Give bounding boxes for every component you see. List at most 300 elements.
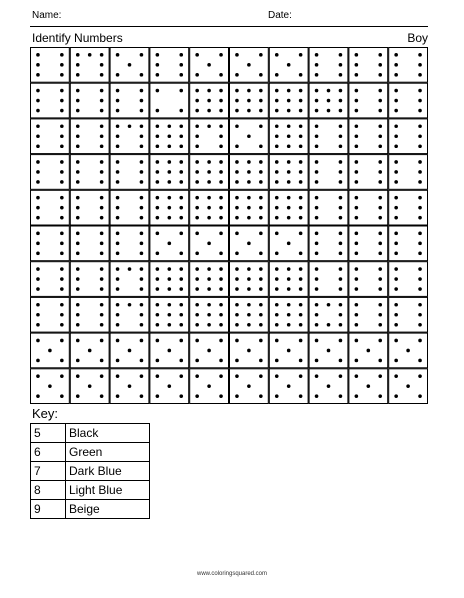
dot [315, 124, 319, 128]
dot [235, 170, 239, 174]
dot [418, 313, 422, 317]
dot [394, 252, 398, 256]
dot [418, 216, 422, 220]
dot [378, 242, 382, 246]
dot [48, 384, 52, 388]
dot [299, 252, 303, 256]
dot [259, 323, 263, 327]
dot [207, 196, 211, 200]
key-number: 8 [31, 481, 66, 500]
dot [275, 134, 279, 138]
grid-cell [349, 190, 388, 225]
dot [156, 287, 160, 291]
grid-cell [70, 155, 109, 190]
dot [355, 232, 359, 236]
dot [100, 134, 104, 138]
dot [315, 359, 319, 363]
dot [275, 252, 279, 256]
grid-cell [110, 119, 149, 154]
grid-cell [269, 226, 308, 261]
dot [247, 242, 251, 246]
dot [315, 99, 319, 103]
dot [140, 124, 144, 128]
dot [275, 180, 279, 184]
dot [394, 242, 398, 246]
dot [418, 267, 422, 271]
dot [168, 180, 172, 184]
dot [247, 267, 251, 271]
dot [76, 374, 80, 378]
dot [339, 63, 343, 67]
dot [179, 124, 183, 128]
dot [195, 89, 199, 93]
dot [299, 180, 303, 184]
dot [156, 216, 160, 220]
grid-cell [190, 155, 229, 190]
grid-cell [269, 48, 308, 83]
dot [418, 89, 422, 93]
dot [60, 394, 64, 398]
dot [116, 160, 120, 164]
dot [60, 99, 64, 103]
dot [355, 63, 359, 67]
dot [339, 252, 343, 256]
grid-cell [309, 297, 348, 332]
grid-cell [190, 190, 229, 225]
dot [76, 232, 80, 236]
grid-cell [190, 83, 229, 118]
dot [100, 313, 104, 317]
dot [168, 277, 172, 281]
dot [116, 124, 120, 128]
dot [36, 170, 40, 174]
grid-cell [389, 83, 428, 118]
dot [418, 394, 422, 398]
dot [299, 267, 303, 271]
dot [299, 216, 303, 220]
grid-cell [190, 48, 229, 83]
dot [128, 303, 132, 307]
dot [355, 53, 359, 57]
dot [36, 160, 40, 164]
dot [378, 206, 382, 210]
dot [339, 267, 343, 271]
dot [100, 124, 104, 128]
dot [179, 394, 183, 398]
dot [219, 134, 223, 138]
dot [100, 63, 104, 67]
dot [36, 242, 40, 246]
grid-cell [230, 226, 269, 261]
dot [140, 180, 144, 184]
dot [100, 89, 104, 93]
dot [195, 232, 199, 236]
dot [100, 252, 104, 256]
dot [140, 339, 144, 343]
dot [60, 109, 64, 113]
dot [235, 160, 239, 164]
dot [195, 313, 199, 317]
dot [76, 89, 80, 93]
dot [235, 89, 239, 93]
dot [168, 206, 172, 210]
dot [219, 180, 223, 184]
dot [219, 89, 223, 93]
dot [116, 287, 120, 291]
dot [235, 374, 239, 378]
dot [394, 339, 398, 343]
grid-cell [349, 262, 388, 297]
dot [378, 323, 382, 327]
dot [247, 349, 251, 353]
dot [179, 109, 183, 113]
dot [235, 180, 239, 184]
dot [315, 242, 319, 246]
key-number: 6 [31, 443, 66, 462]
grid-cell [309, 155, 348, 190]
dot [418, 73, 422, 77]
grid-cell [230, 155, 269, 190]
dot [355, 313, 359, 317]
dot [394, 267, 398, 271]
dot [287, 303, 291, 307]
dot [247, 63, 251, 67]
dot [168, 303, 172, 307]
dot [168, 134, 172, 138]
grid-cell [31, 155, 70, 190]
dot [60, 267, 64, 271]
dot [259, 287, 263, 291]
dot [76, 206, 80, 210]
dot [100, 323, 104, 327]
dot [378, 73, 382, 77]
dot [60, 216, 64, 220]
dot [195, 252, 199, 256]
dot [287, 109, 291, 113]
dot [100, 160, 104, 164]
dot [235, 287, 239, 291]
dot [116, 99, 120, 103]
dot [394, 287, 398, 291]
dot [219, 160, 223, 164]
dot [378, 313, 382, 317]
key-row [31, 500, 150, 519]
dot [100, 277, 104, 281]
dot [100, 170, 104, 174]
dot [418, 144, 422, 148]
grid-cell [389, 155, 428, 190]
dot [219, 252, 223, 256]
dot [394, 73, 398, 77]
dot [179, 170, 183, 174]
dot [219, 394, 223, 398]
dot [259, 277, 263, 281]
dot [299, 206, 303, 210]
dot [100, 180, 104, 184]
dot [100, 216, 104, 220]
dot [299, 124, 303, 128]
dot [315, 339, 319, 343]
dot [36, 252, 40, 256]
dot [287, 242, 291, 246]
dot [179, 267, 183, 271]
dot [116, 144, 120, 148]
dot [247, 134, 251, 138]
dot [116, 216, 120, 220]
dot [195, 196, 199, 200]
dot [36, 267, 40, 271]
date-label: Date: [268, 10, 292, 21]
dot [36, 323, 40, 327]
dot [418, 252, 422, 256]
dot [259, 216, 263, 220]
dot [219, 124, 223, 128]
dot [156, 134, 160, 138]
dot [219, 109, 223, 113]
dot [378, 170, 382, 174]
worksheet-title: Identify Numbers [32, 31, 123, 45]
grid-cell [190, 262, 229, 297]
dot [287, 267, 291, 271]
dot [100, 303, 104, 307]
grid-cell [269, 119, 308, 154]
dot [140, 323, 144, 327]
dot [116, 196, 120, 200]
grid-cell [269, 262, 308, 297]
grid-cell [31, 119, 70, 154]
dot [195, 394, 199, 398]
dot [355, 180, 359, 184]
dot [355, 242, 359, 246]
dot [116, 180, 120, 184]
dot [259, 359, 263, 363]
dot [394, 170, 398, 174]
dot [315, 144, 319, 148]
dot [275, 359, 279, 363]
dot [219, 144, 223, 148]
key-number: 9 [31, 500, 66, 519]
dot [315, 160, 319, 164]
dot [60, 242, 64, 246]
grid-cell [150, 226, 189, 261]
dot [116, 134, 120, 138]
dot [219, 313, 223, 317]
dot [299, 73, 303, 77]
dot [287, 99, 291, 103]
dot [76, 323, 80, 327]
dot [378, 89, 382, 93]
grid-cell [70, 119, 109, 154]
dot [275, 196, 279, 200]
dot [36, 180, 40, 184]
dot [418, 109, 422, 113]
grid-cell [349, 83, 388, 118]
dot [100, 144, 104, 148]
dot [88, 384, 92, 388]
dot [116, 339, 120, 343]
dot [179, 180, 183, 184]
grid-cell [150, 262, 189, 297]
dot [275, 339, 279, 343]
dot [140, 242, 144, 246]
dot [287, 196, 291, 200]
dot [299, 134, 303, 138]
dot [247, 170, 251, 174]
dot [60, 73, 64, 77]
dot [339, 359, 343, 363]
dot [195, 359, 199, 363]
grid-cell [230, 262, 269, 297]
grid-cell [150, 333, 189, 368]
grid-cell [389, 297, 428, 332]
dot [76, 144, 80, 148]
dot [339, 144, 343, 148]
dot [299, 313, 303, 317]
dot [100, 374, 104, 378]
dot [100, 339, 104, 343]
grid-cell [110, 190, 149, 225]
dot [378, 134, 382, 138]
dot [36, 99, 40, 103]
dot [116, 313, 120, 317]
dot [378, 359, 382, 363]
dot [339, 206, 343, 210]
dot [219, 53, 223, 57]
dot [60, 232, 64, 236]
dot [219, 196, 223, 200]
key-color: Black [66, 424, 150, 443]
dot [100, 99, 104, 103]
key-number: 5 [31, 424, 66, 443]
dot [327, 384, 331, 388]
dot [76, 196, 80, 200]
dot [168, 144, 172, 148]
dot [355, 196, 359, 200]
dot [339, 323, 343, 327]
dot [394, 206, 398, 210]
dot [275, 124, 279, 128]
dot [156, 374, 160, 378]
grid-cell [190, 119, 229, 154]
grid-cell [269, 190, 308, 225]
dot [219, 73, 223, 77]
dot [156, 252, 160, 256]
dot [76, 287, 80, 291]
dot [378, 374, 382, 378]
dot [195, 277, 199, 281]
dot [315, 303, 319, 307]
dot [235, 267, 239, 271]
dot [60, 313, 64, 317]
dot [339, 232, 343, 236]
grid-cell [309, 119, 348, 154]
dot [327, 303, 331, 307]
dot [179, 252, 183, 256]
dot [339, 339, 343, 343]
dot [76, 303, 80, 307]
dot [60, 63, 64, 67]
dot [219, 374, 223, 378]
dot [315, 323, 319, 327]
dot [259, 99, 263, 103]
dot [339, 73, 343, 77]
grid-cell [269, 333, 308, 368]
dot [287, 180, 291, 184]
dot [60, 53, 64, 57]
dot [100, 232, 104, 236]
grid-cell [190, 297, 229, 332]
dot [116, 323, 120, 327]
dot [247, 180, 251, 184]
dot [116, 267, 120, 271]
grid-cell [230, 190, 269, 225]
dot [195, 170, 199, 174]
dot [156, 63, 160, 67]
dot [156, 277, 160, 281]
dot [140, 252, 144, 256]
dot [418, 196, 422, 200]
dot [140, 313, 144, 317]
dot [156, 232, 160, 236]
dot [275, 313, 279, 317]
dot [339, 394, 343, 398]
dot [394, 63, 398, 67]
dot [128, 349, 132, 353]
grid-cell [110, 333, 149, 368]
dot [355, 124, 359, 128]
dot [76, 313, 80, 317]
dot [60, 170, 64, 174]
dot [207, 109, 211, 113]
dot [76, 180, 80, 184]
dot [116, 303, 120, 307]
dot [179, 63, 183, 67]
dot [287, 144, 291, 148]
dot [36, 53, 40, 57]
dot [315, 63, 319, 67]
dot [207, 99, 211, 103]
dot [299, 374, 303, 378]
dot [235, 196, 239, 200]
dot [140, 216, 144, 220]
grid-cell [150, 369, 189, 404]
grid-cell [309, 369, 348, 404]
grid-cell [31, 333, 70, 368]
dot [339, 160, 343, 164]
grid-cell [269, 297, 308, 332]
dot [156, 267, 160, 271]
dot [140, 170, 144, 174]
dot [116, 206, 120, 210]
grid-cell [70, 369, 109, 404]
dot [195, 73, 199, 77]
dot [315, 206, 319, 210]
dot [76, 134, 80, 138]
dot [378, 277, 382, 281]
dot [378, 53, 382, 57]
key-label: Key: [32, 406, 59, 421]
dot [275, 287, 279, 291]
dot [195, 134, 199, 138]
dot [207, 160, 211, 164]
dot [195, 323, 199, 327]
key-color: Beige [66, 500, 150, 519]
dot [140, 73, 144, 77]
dot [299, 196, 303, 200]
grid-cell [309, 190, 348, 225]
dot [339, 53, 343, 57]
dot [179, 303, 183, 307]
